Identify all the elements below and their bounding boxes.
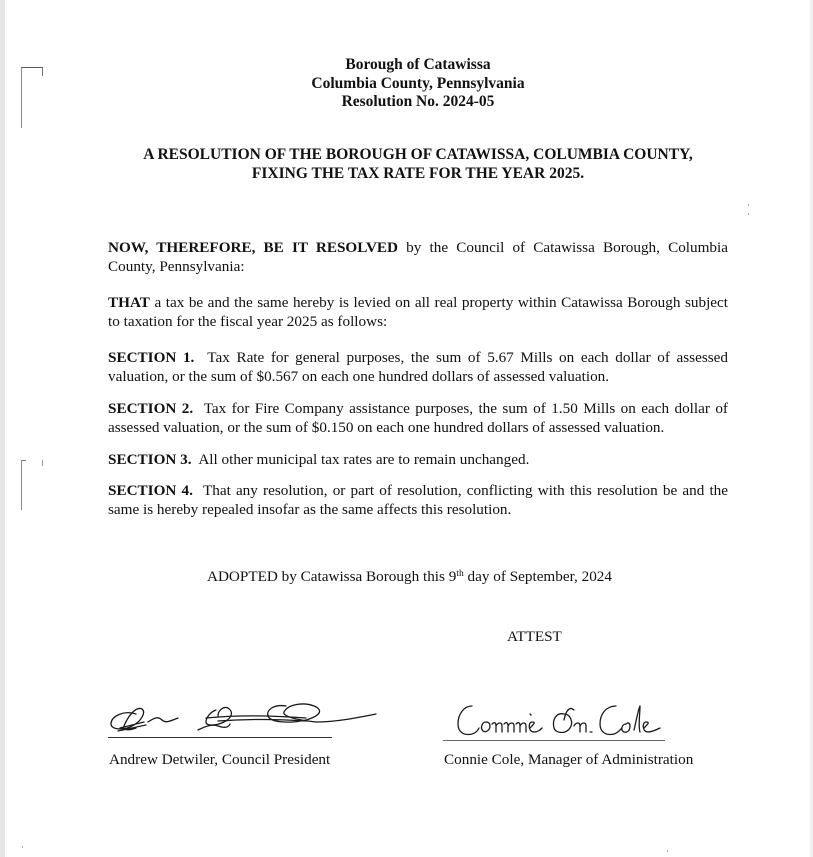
scan-speck bbox=[667, 850, 668, 852]
resolved-paragraph bbox=[108, 238, 728, 276]
signature-connie-cole bbox=[456, 700, 666, 740]
title-line-2: FIXING THE TAX RATE FOR THE YEAR 2025. bbox=[251, 164, 585, 182]
section-text: Tax Rate for general purposes, the sum of 5.67 Mills on each dollar of assessed valuation, or the sum of $0.567 on each one hundred dollars of assessed valuation. bbox=[108, 349, 732, 385]
scan-speck bbox=[748, 213, 749, 215]
signature-stroke bbox=[530, 714, 531, 715]
county-state: Columbia County, Pennsylvania bbox=[311, 74, 525, 92]
adoption-statement bbox=[207, 567, 612, 586]
scan-speck bbox=[22, 846, 23, 848]
section-label: SECTION 4. bbox=[108, 482, 193, 499]
signer-name-right: Connie Cole, Manager of Administration bbox=[444, 751, 694, 768]
signer-name-left: Andrew Detwiler, Council President bbox=[109, 751, 331, 768]
signature-stroke bbox=[482, 722, 542, 732]
signature-stroke bbox=[206, 716, 306, 721]
signature-stroke bbox=[148, 718, 178, 722]
section-text: That any resolution, or part of resolution, conflicting with this resolution be and the same is hereby repealed insofar as the same affects this resolution. bbox=[108, 482, 732, 518]
scan-speck bbox=[748, 204, 749, 206]
section-2 bbox=[108, 399, 732, 437]
ordinal-suffix: th bbox=[456, 569, 464, 579]
section-label: SECTION 1. bbox=[108, 349, 195, 366]
that-lead: THAT bbox=[108, 294, 150, 311]
that-text: a tax be and the same hereby is levied on all real property within Catawissa Borough subject to taxation for the fiscal year 2025 as follows: bbox=[108, 294, 728, 330]
signature-stroke bbox=[600, 706, 660, 735]
signature-andrew-detwiler bbox=[106, 698, 381, 740]
section-text: All other municipal tax rates are to remain unchanged. bbox=[191, 451, 530, 468]
section-label: SECTION 3. bbox=[108, 451, 192, 468]
title-line-1: A RESOLUTION OF THE BOROUGH OF CATAWISSA, COLUMBIA COUNTY, bbox=[143, 146, 693, 163]
section-4 bbox=[108, 481, 732, 519]
resolution-number: Resolution No. 2024-05 bbox=[341, 93, 495, 110]
signature-line-right bbox=[443, 740, 665, 741]
borough-name: Borough of Catawissa bbox=[345, 56, 491, 73]
signature-stroke bbox=[553, 708, 592, 732]
section-3 bbox=[108, 450, 728, 469]
binder-mark-middle bbox=[21, 460, 43, 510]
signature-stroke bbox=[111, 708, 146, 731]
resolution-title bbox=[0, 146, 813, 183]
section-1 bbox=[108, 348, 732, 386]
resolved-text: by the Council of Catawissa Borough, Columbia County, Pennsylvania: bbox=[108, 239, 728, 275]
adoption-text-after: day of September, 2024 bbox=[463, 568, 612, 585]
signature-stroke bbox=[198, 707, 231, 730]
section-label: SECTION 2. bbox=[108, 400, 194, 417]
that-paragraph bbox=[108, 293, 728, 331]
attest-label: ATTEST bbox=[507, 628, 562, 645]
section-text: Tax for Fire Company assistance purposes, the sum of 1.50 Mills on each dollar of assessed valuation, or the sum of $0.150 on each one hundred dollars of assessed valuation. bbox=[108, 400, 732, 436]
resolved-lead: NOW, THEREFORE, BE IT RESOLVED bbox=[108, 239, 399, 256]
signature-stroke bbox=[458, 706, 479, 735]
scan-edge-left bbox=[0, 0, 5, 857]
signature-line-left bbox=[108, 737, 332, 738]
document-header bbox=[0, 56, 813, 112]
adoption-text-before: ADOPTED by Catawissa Borough this 9 bbox=[207, 568, 457, 585]
